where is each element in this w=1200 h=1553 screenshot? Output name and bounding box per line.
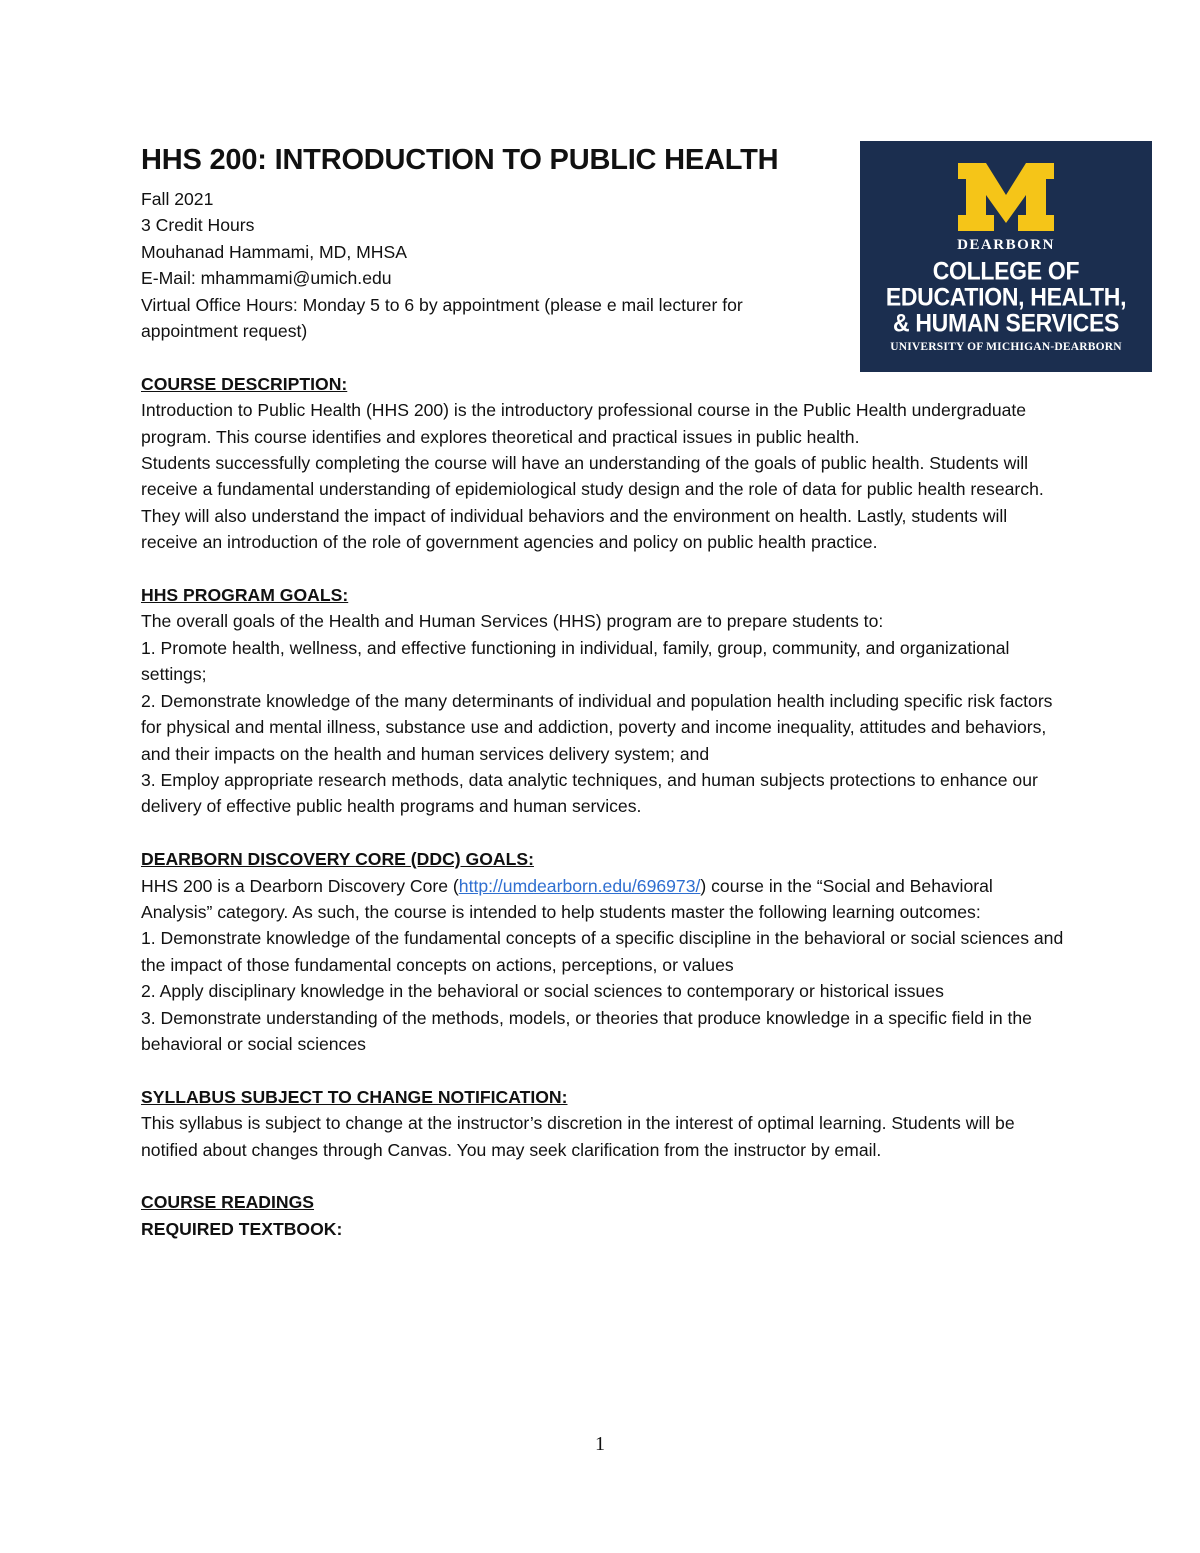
instructor-name: Mouhanad Hammami, MD, MHSA xyxy=(141,241,407,262)
spacer xyxy=(141,1163,1066,1189)
program-goals-heading: HHS PROGRAM GOALS: xyxy=(141,585,349,606)
spacer xyxy=(141,344,1066,370)
program-goal-item-2: 2. Demonstrate knowledge of the many determinants of individual and population health including specific risk factors for physical and mental illness, substance use and addiction, poverty and income inequality, attitudes and behaviors, and their impacts on the health and human services delivery system; and xyxy=(141,690,1053,764)
ddc-goal-item-3: 3. Demonstrate understanding of the methods, models, or theories that produce knowledge in a specific field in the behavioral or social sciences xyxy=(141,1007,1032,1054)
program-goal-item-3: 3. Employ appropriate research methods, data analytic techniques, and human subjects protections to enhance our delivery of effective public health programs and human services. xyxy=(141,769,1038,817)
spacer xyxy=(141,820,1066,846)
course-term: Fall 2021 xyxy=(141,189,214,209)
logo-college-line-2: EDUCATION, HEALTH, xyxy=(885,282,1127,312)
logo-college-line-3: & HUMAN SERVICES xyxy=(892,308,1120,337)
ddc-goals-intro xyxy=(141,873,1066,926)
change-notice-paragraph: This syllabus is subject to change at the instructor’s discretion in the interest of optimal learning. Students will be notified about changes through Canvas. You may seek clarification from the instructor by email. xyxy=(141,1113,1015,1160)
program-goal-item-1: 1. Promote health, wellness, and effective functioning in individual, family, group, community, and organizational settings; xyxy=(141,637,1010,685)
office-hours: Virtual Office Hours: Monday 5 to 6 by appointment (please e mail lecturer for appointment request) xyxy=(141,294,743,342)
change-notice-heading: SYLLABUS SUBJECT TO CHANGE NOTIFICATION: xyxy=(141,1086,568,1107)
required-textbook-heading: REQUIRED TEXTBOOK: xyxy=(141,1218,343,1239)
page-number: 1 xyxy=(595,1433,605,1455)
logo-dearborn-text: DEARBORN xyxy=(957,237,1055,253)
ddc-intro-text-after: ) course in the “Social and Behavioral Analysis” category. As such, the course is intended to help students master the following learning outcomes: xyxy=(141,875,993,922)
ddc-goal-item-1: 1. Demonstrate knowledge of the fundamental concepts of a specific discipline in the behavioral or social sciences and the impact of those fundamental concepts on actions, perceptions, or values xyxy=(141,928,1064,975)
course-credits: 3 Credit Hours xyxy=(141,215,255,236)
course-description-paragraph-1: Introduction to Public Health (HHS 200) is the introductory professional course in the Public Health undergraduate program. This course identifies and explores theoretical and practical issues in public health. xyxy=(141,400,1027,447)
logo-college-line-1: COLLEGE OF xyxy=(932,257,1080,286)
spacer xyxy=(141,556,1066,582)
ddc-goals-heading: DEARBORN DISCOVERY CORE (DDC) GOALS: xyxy=(141,849,534,870)
course-description-paragraph-2: Students successfully completing the course will have an understanding of the goals of public health. Students will receive a fundamental understanding of epidemiological study design and the role of data for public health research. They will also understand the impact of individual behaviors and the environment on health. Lastly, students will receive an introduction of the role of government agencies and policy on public health practice. xyxy=(141,453,1044,553)
ddc-intro-text-before: HHS 200 is a Dearborn Discovery Core ( xyxy=(141,875,459,896)
ddc-link[interactable]: http://umdearborn.edu/696973/ xyxy=(458,875,701,896)
course-description-heading: COURSE DESCRIPTION: xyxy=(141,373,348,394)
ddc-goal-item-2: 2. Apply disciplinary knowledge in the behavioral or social sciences to contemporary or historical issues xyxy=(141,981,944,1002)
page-title: HHS 200: INTRODUCTION TO PUBLIC HEALTH xyxy=(141,144,779,176)
logo-university-text: UNIVERSITY OF MICHIGAN-DEARBORN xyxy=(890,341,1122,353)
spacer xyxy=(141,1057,1066,1083)
document-body xyxy=(141,140,1066,1242)
program-goals-intro: The overall goals of the Health and Human Services (HHS) program are to prepare students to: xyxy=(141,611,884,632)
instructor-email: E-Mail: mhammami@umich.edu xyxy=(141,268,392,289)
course-readings-heading: COURSE READINGS xyxy=(141,1192,315,1213)
